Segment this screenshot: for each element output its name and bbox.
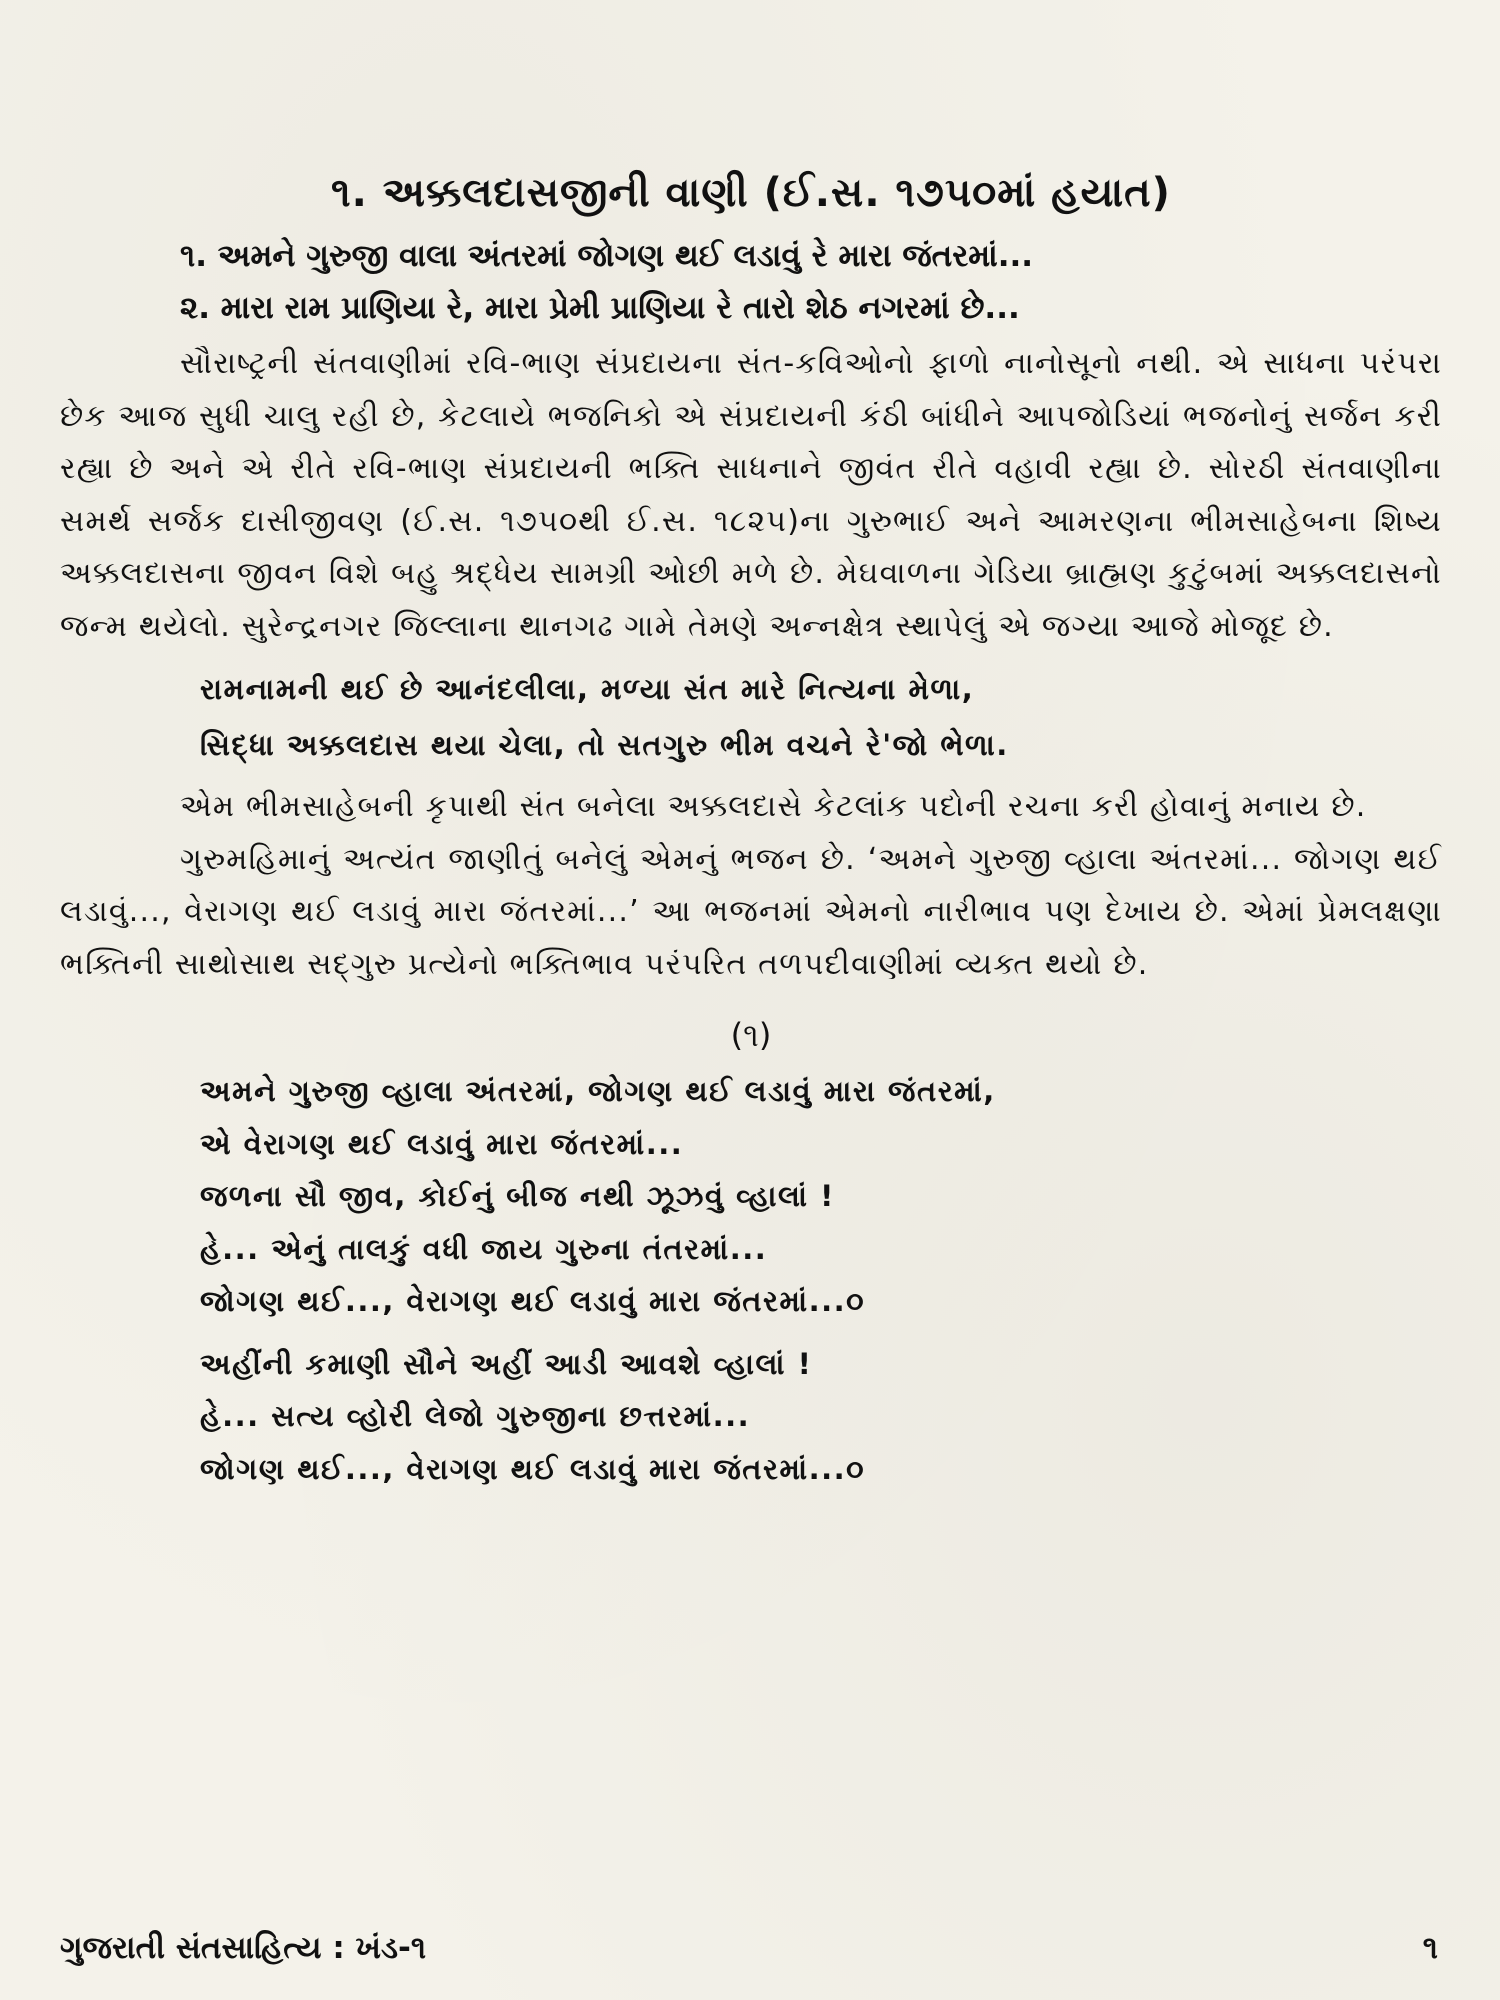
verse-line: એ વેરાગણ થઈ લડાવું મારા જંતરમાં... [200, 1126, 684, 1161]
paragraph-third: ગુરુમહિમાનું અત્યંત જાણીતું બનેલું એમનું ભજન છે. ‘અમને ગુરુજી વ્હાલા અંતરમાં... જોગણ થઈ લડાવું..., વેરાગણ થઈ લડાવું મારા જંતરમાં...’ આ ભજનમાં એમનો નારીભાવ પણ દેખાય છે. એમાં પ્રેમલક્ષણા ભક્તિની સાથોસાથ સદ્ગુરુ પ્રત્યેનો ભક્તિભાવ પરંપરિત તળપદીવાણીમાં વ્યક્ત થયો છે. [60, 841, 1442, 982]
bhajan-index-item: ૧. અમને ગુરુજી વાલા અંતરમાં જોગણ થઈ લડાવું રે મારા જંતરમાં... [180, 238, 1034, 274]
verse-line: હે... સત્ય વ્હોરી લેજો ગુરુજીના છત્તરમાં... [200, 1399, 751, 1433]
page-number: ૧ [1422, 1930, 1438, 1966]
couplet-line: સિદ્ધા અક્કલદાસ થયા ચેલા, તો સતગુરુ ભીમ વચને રે'જો ભેળા. [200, 728, 1009, 762]
verse-number: (૧) [730, 1016, 772, 1054]
page-footer [60, 1930, 1438, 1967]
verse-line: જળના સૌ જીવ, કોઈનું બીજ નથી ઝૂઝવું વ્હાલાં ! [200, 1179, 835, 1213]
quoted-couplet [200, 661, 1442, 773]
chapter-title: ૧. અક્કલદાસજીની વાણી (ઈ.સ. ૧૭૫૦માં હયાત) [331, 170, 1171, 216]
verse-line: અમને ગુરુજી વ્હાલા અંતરમાં, જોગણ થઈ લડાવું મારા જંતરમાં, [200, 1074, 996, 1108]
book-title: ગુજરાતી સંતસાહિત્ય : ખંડ-૧ [60, 1930, 427, 1966]
paragraph-second: એમ ભીમસાહેબની કૃપાથી સંત બનેલા અક્કલદાસે કેટલાંક પદોની રચના કરી હોવાનું મનાય છે. [180, 789, 1367, 824]
bhajan-index-item: ૨. મારા રામ પ્રાણિયા રે, મારા પ્રેમી પ્રાણિયા રે તારો શેઠ નગરમાં છે... [180, 290, 1020, 326]
couplet-line: રામનામની થઈ છે આનંદલીલા, મળ્યા સંત મારે નિત્યના મેળા, [200, 672, 975, 706]
bhajan-index-list [180, 230, 1442, 334]
verse-line: જોગણ થઈ..., વેરાગણ થઈ લડાવું મારા જંતરમાં...૦ [200, 1284, 866, 1318]
verse-line: જોગણ થઈ..., વેરાગણ થઈ લડાવું મારા જંતરમાં...૦ [200, 1451, 866, 1486]
bhajan-verses [200, 1065, 1442, 1495]
verse-line: હે... એનું તાલકું વધી જાય ગુરુના તંતરમાં... [200, 1231, 768, 1266]
verse-line: અહીંની કમાણી સૌને અહીં આડી આવશે વ્હાલાં ! [200, 1346, 813, 1381]
intro-paragraph: સૌરાષ્ટ્રની સંતવાણીમાં રવિ-ભાણ સંપ્રદાયના સંત-કવિઓનો ફાળો નાનોસૂનો નથી. એ સાધના પરંપરા છેક આજ સુધી ચાલુ રહી છે, કેટલાયે ભજનિકો એ સંપ્રદાયની કંઠી બાંધીને આપજોડિયાં ભજનોનું સર્જન કરી રહ્યા છે અને એ રીતે રવિ-ભાણ સંપ્રદાયની ભક્તિ સાધનાને જીવંત રીતે વહાવી રહ્યા છે. સોરઠી સંતવાણીના સમર્થ સર્જક દાસીજીવણ (ઈ.સ. ૧૭૫૦થી ઈ.સ. ૧૮૨૫)ના ગુરુભાઈ અને આમરણના ભીમસાહેબના શિષ્ય અક્કલદાસના જીવન વિશે બહુ શ્રદ્ધેય સામગ્રી ઓછી મળે છે. મેઘવાળના ગેડિયા બ્રાહ્મણ કુટુંબમાં અક્કલદાસનો જન્મ થયેલો. સુરેન્દ્રનગર જિલ્લાના થાનગઢ ગામે તેમણે અન્નક્ષેત્ર સ્થાપેલું એ જગ્યા આજે મોજૂદ છે. [60, 346, 1442, 644]
